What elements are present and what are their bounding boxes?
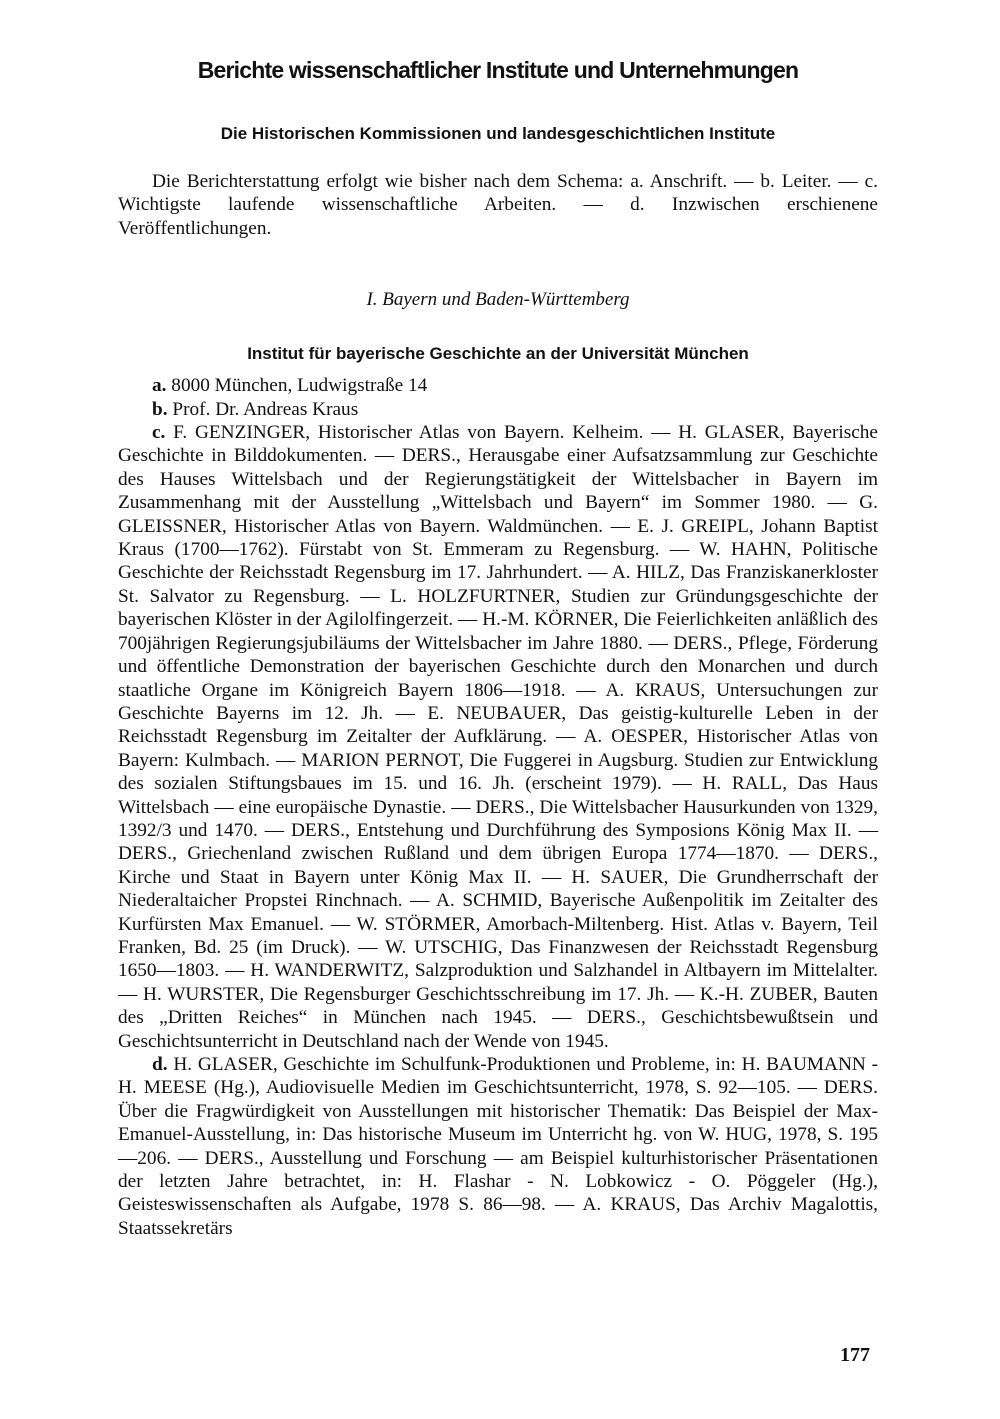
entry-label: a. (152, 375, 167, 397)
entry-text: F. GENZINGER, Historischer Atlas von Bayern. Kelheim. — H. GLASER, Bayerische Geschichte in Bilddokumenten. — DERS., Herausgabe einer Aufsatzsammlung zur Geschichte des Hauses Wittelsbach und der Regierungstätigkeit der Wittelsbacher in Bayern im Zusammenhang mit der Ausstellung „Wittelsbach und Bayern“ im Sommer 1980. — G. GLEISSNER, Historischer Atlas von Bayern. Waldmünchen. — E. J. GREIPL, Johann Baptist Kraus (1700—1762). Fürstabt von St. Emmeram zu Regensburg. — W. HAHN, Politische Geschichte der Reichsstadt Regensburg im 17. Jahrhundert. — A. HILZ, Das Franziskanerkloster St. Salvator zu Regensburg. — L. HOLZFURTNER, Studien zur Gründungsgeschichte der bayerischen Klöster in der Agilolfingerzeit. — H.-M. KÖRNER, Die Feierlichkeiten anläßlich des 700jährigen Regierungsjubiläums der Wittelsbacher im Jahre 1880. — DERS., Pflege, Förderung und öffentliche Demonstration der bayerischen Geschichte durch den Monarchen und durch staatliche Organe im Königreich Bayern 1806—1918. — A. KRAUS, Untersuchungen zur Geschichte Bayerns im 12. Jh. — E. NEUBAUER, Das geistig-kulturelle Leben in der Reichsstadt Regensburg im Zeitalter der Aufklärung. — A. OESPER, Historischer Atlas von Bayern: Kulmbach. — MARION PERNOT, Die Fuggerei in Augsburg. Studien zur Entwicklung des sozialen Stiftungsbaues im 15. und 16. Jh. (erscheint 1979). — H. RALL, Das Haus Wittelsbach — eine europäische Dynastie. — DERS., Die Wittelsbacher Hausurkunden von 1329, 1392/3 und 1470. — DERS., Entstehung und Durchführung des Symposions König Max II. — DERS., Griechenland zwischen Rußland und dem übrigen Europa 1774—1870. — DERS., Kirche und Staat in Bayern unter König Max II. — H. SAUER, Die Grundherrschaft der Niederaltaicher Propstei Rinchnach. — A. SCHMID, Bayerische Außenpolitik im Zeitalter des Kurfürsten Max Emanuel. — W. STÖRMER, Amorbach-Miltenberg. Hist. Atlas v. Bayern, Teil Franken, Bd. 25 (im Druck). — W. UTSCHIG, Das Finanzwesen der Reichsstadt Regensburg 1650—1803. — H. WANDERWITZ, Salzproduktion und Salzhandel in Altbayern im Mittelalter. — H. WURSTER, Die Regensburger Geschichtsschreibung im 17. Jh. — K.-H. ZUBER, Bauten des „Dritten Reiches“ in München nach 1945. — DERS., Geschichtsbewußtsein und Geschichtsunterricht in Deutschland nach der Wende von 1945. (118, 422, 878, 1052)
entry-text: H. GLASER, Geschichte im Schulfunk-Produktionen und Probleme, in: H. BAUMANN - H. MEESE (Hg.), Audiovisuelle Medien im Geschichtsunterricht, 1978, S. 92—105. — DERS. Über die Fragwürdigkeit von Ausstellungen mit historischer Thematik: Das Beispiel der Max-Emanuel-Ausstellung, in: Das historische Museum im Unterricht hg. von W. HUG, 1978, S. 195—206. — DERS., Ausstellung und Forschung — am Beispiel kulturhistorischer Präsentationen der letzten Jahre betrachtet, in: H. Flashar - N. Lobkowicz - O. Pöggeler (Hg.), Geisteswissenschaften als Aufgabe, 1978 S. 86—98. — A. KRAUS, Das Archiv Magalottis, Staatssekretärs (118, 1054, 878, 1239)
entry-text: 8000 München, Ludwigstraße 14 (171, 375, 428, 397)
entry-label: c. (152, 422, 166, 444)
page-content (118, 44, 878, 1240)
institute-entries (118, 374, 878, 1240)
entry-text: Prof. Dr. Andreas Kraus (172, 398, 359, 420)
page-number: 177 (840, 1344, 870, 1366)
intro-paragraph: Die Berichterstattung erfolgt wie bisher nach dem Schema: a. Anschrift. — b. Leiter. — c. Wichtigste laufende wissenschaftliche Arbeiten. — d. Inzwischen erschienene Veröffentlichungen. (118, 171, 878, 239)
section-subtitle: Die Historischen Kommissionen und landesgeschichtlichen Institute (220, 124, 776, 143)
entry-leader (118, 398, 878, 421)
entry-label: d. (152, 1054, 168, 1075)
entry-label: b. (152, 398, 168, 420)
entry-current-work (118, 421, 878, 1053)
entry-address (118, 374, 878, 397)
entry-publications (118, 1053, 878, 1240)
running-header-title: Berichte wissenschaftlicher Institute und Unternehmungen (197, 57, 799, 83)
section-heading: I. Bayern und Baden-Württemberg (366, 289, 630, 311)
institute-heading: Institut für bayerische Geschichte an der Universität München (247, 344, 749, 364)
